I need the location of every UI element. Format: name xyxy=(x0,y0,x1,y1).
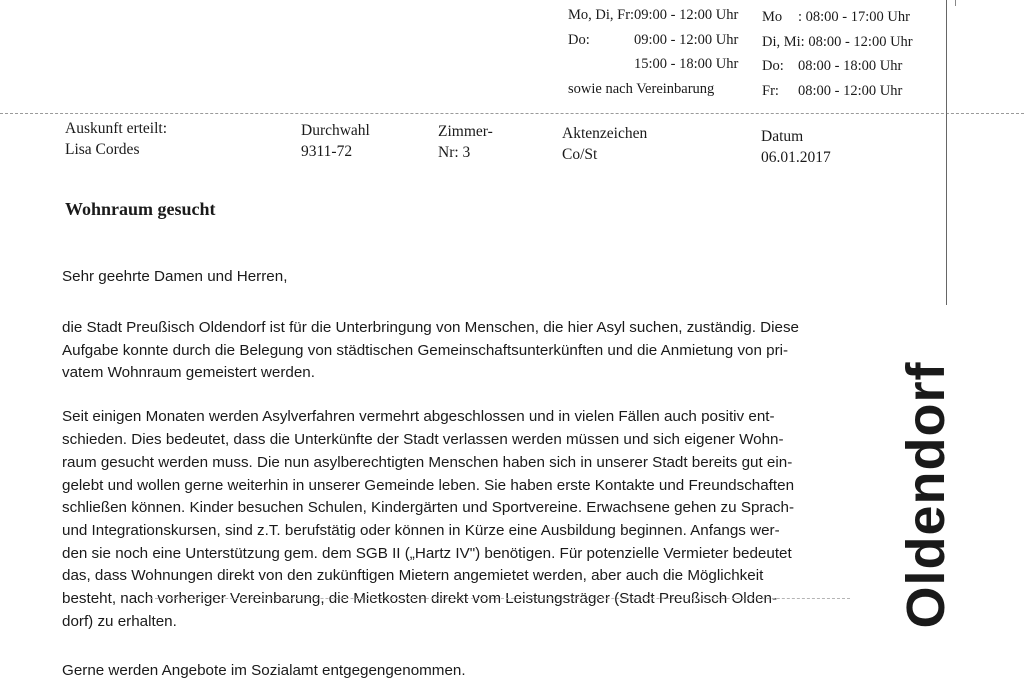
hours-time: 08:00 - 18:00 Uhr xyxy=(798,58,903,74)
hours-row xyxy=(568,28,738,53)
paragraph-2-line: schieden. Dies bedeutet, dass die Unterkünfte der Stadt verlassen werden müssen und sich eigener Wohn- xyxy=(62,431,784,448)
hours-row xyxy=(568,77,738,102)
ref-auskunft-value: Lisa Cordes xyxy=(65,141,140,158)
ref-datum-value: 06.01.2017 xyxy=(761,149,831,166)
paragraph-2-line: schließen können. Kinder besuchen Schulen, Kindergärten und Sportvereine. Erwachsene gehen zu Sprach- xyxy=(62,499,794,516)
paragraph-2-line: besteht, nach vorheriger Vereinbarung, die Mietkosten direkt vom Leistungsträger (Stadt Preußisch Olden- xyxy=(62,590,778,607)
paragraph-1-line: Aufgabe konnte durch die Belegung von städtischen Gemeinschaftsunterkünften und die Anmietung von pri- xyxy=(62,342,789,359)
hours-row xyxy=(568,52,738,77)
fold-line xyxy=(0,113,1024,114)
ref-aktenzeichen-label: Aktenzeichen xyxy=(562,125,648,142)
ref-auskunft-label: Auskunft erteilt: xyxy=(65,120,168,137)
paragraph-2-line: den sie noch eine Unterstützung gem. dem SGB II („Hartz IV") benötigen. Für potenzielle Vermieter bedeutet xyxy=(62,545,792,562)
paragraph-2-line: Seit einigen Monaten werden Asylverfahren vermehrt abgeschlossen und in vielen Fällen auch positiv ent- xyxy=(62,408,775,425)
hours-time: 15:00 - 18:00 Uhr xyxy=(634,56,739,72)
hours-row xyxy=(762,30,913,55)
hours-day: Di, Mi: xyxy=(762,33,805,50)
opening-hours-right xyxy=(762,5,913,103)
fold-line xyxy=(150,598,850,599)
hours-row xyxy=(762,5,913,30)
hours-day: Fr: xyxy=(762,82,779,99)
page-edge-top xyxy=(955,0,956,6)
letterhead-logo-text: Oldendorf xyxy=(896,361,956,629)
paragraph-2-line: dorf) zu erhalten. xyxy=(62,613,177,630)
paragraph-1-line: die Stadt Preußisch Oldendorf ist für die Unterbringung von Menschen, die hier Asyl suchen, zuständig. Diese xyxy=(62,319,799,336)
hours-time: 08:00 - 12:00 Uhr xyxy=(798,82,903,99)
letter-subject: Wohnraum gesucht xyxy=(65,199,216,219)
opening-hours-left xyxy=(568,3,738,101)
paragraph-2-line: und Integrationskursen, sind z.T. berufstätig oder können in Kürze eine Ausbildung beginnen. Anfangs wer- xyxy=(62,522,780,539)
hours-time: 08:00 - 12:00 Uhr xyxy=(808,33,913,50)
ref-zimmer-value: Nr: 3 xyxy=(438,144,471,161)
hours-day: Do: xyxy=(762,58,784,74)
hours-day: Mo xyxy=(762,9,783,25)
letterhead-logo xyxy=(896,310,956,680)
ref-zimmer-label: Zimmer- xyxy=(438,123,493,140)
ref-aktenzeichen xyxy=(562,123,647,165)
hours-time: 09:00 - 12:00 Uhr xyxy=(634,7,739,23)
paragraph-3-line: Gerne werden Angebote im Sozialamt entgegengenommen. xyxy=(62,662,466,679)
ref-datum xyxy=(761,126,831,168)
hours-note: sowie nach Vereinbarung xyxy=(568,80,715,97)
paragraph-2-line: das, dass Wohnungen direkt von den zukünftigen Mietern angemietet werden, aber auch die Möglichkeit xyxy=(62,567,764,584)
ref-durchwahl xyxy=(301,120,370,162)
ref-auskunft xyxy=(65,118,167,160)
ref-aktenzeichen-value: Co/St xyxy=(562,146,598,163)
hours-time: : 08:00 - 17:00 Uhr xyxy=(798,9,910,25)
hours-row xyxy=(762,79,913,104)
hours-row xyxy=(762,54,913,79)
paragraph-1-line: vatem Wohnraum gemeistert werden. xyxy=(62,364,315,381)
page-edge xyxy=(946,0,947,305)
hours-row xyxy=(568,3,738,28)
hours-time: 09:00 - 12:00 Uhr xyxy=(634,31,739,48)
hours-day: Do: xyxy=(568,31,590,48)
ref-datum-label: Datum xyxy=(761,128,804,145)
paragraph-2-line: raum gesucht werden muss. Die nun asylberechtigten Menschen haben sich in unserer Stadt bereits gut ein- xyxy=(62,454,793,471)
salutation: Sehr geehrte Damen und Herren, xyxy=(62,268,288,285)
paragraph-2-line: gelebt und wollen gerne weiterhin in unserer Gemeinde leben. Sie haben erste Kontakte und Freundschaften xyxy=(62,477,795,494)
ref-zimmer xyxy=(438,121,493,163)
ref-durchwahl-value: 9311-72 xyxy=(301,143,353,160)
ref-durchwahl-label: Durchwahl xyxy=(301,122,370,139)
hours-day: Mo, Di, Fr: xyxy=(568,7,635,23)
